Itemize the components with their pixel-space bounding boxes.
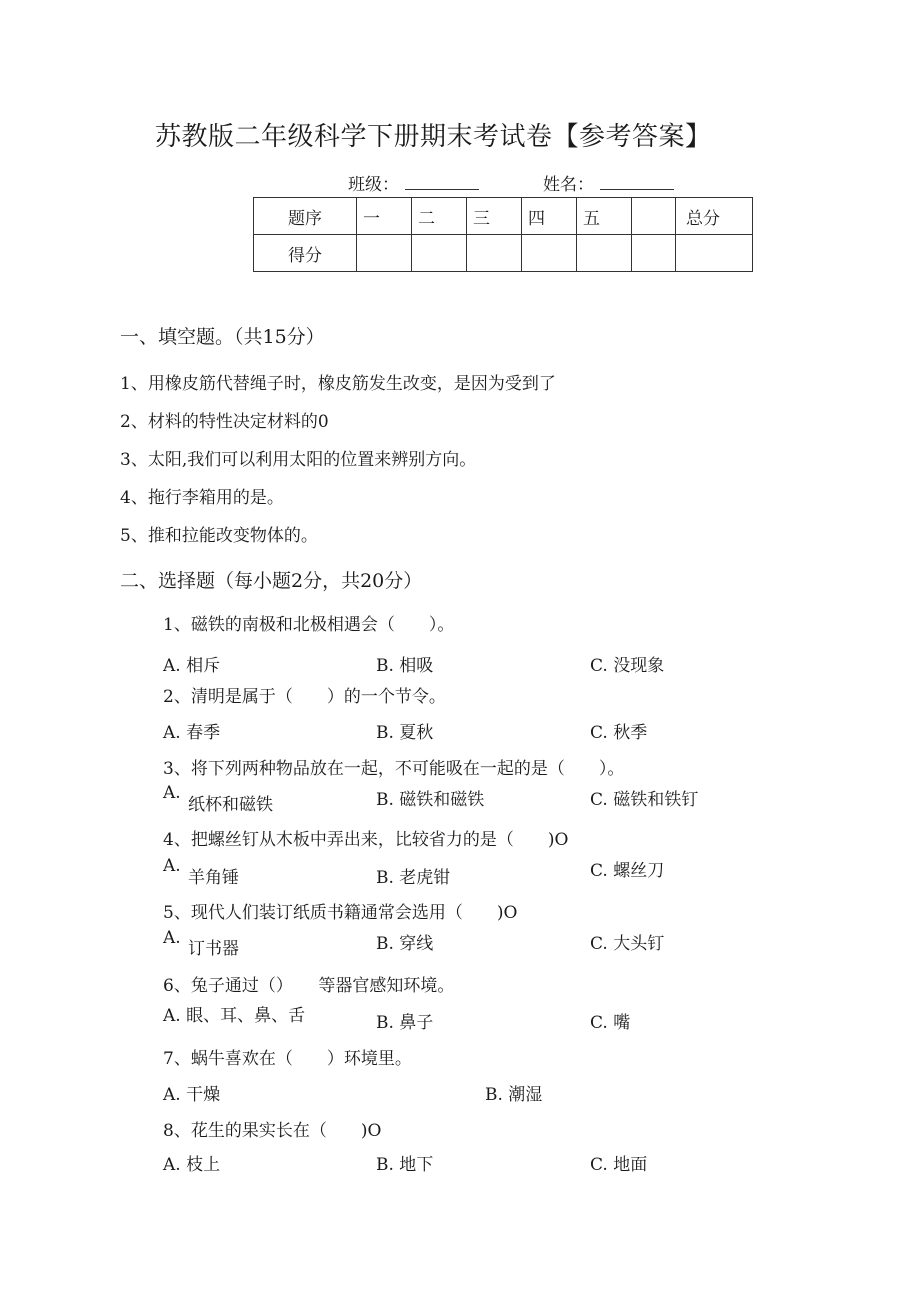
- question-text: 1、磁铁的南极和北极相遇会（ ）。: [163, 615, 455, 635]
- question-text: 6、兔子通过（） 等器官感知环境。: [163, 976, 455, 996]
- option-a[interactable]: A. 春季: [163, 723, 221, 743]
- option-a[interactable]: A. 相斥: [163, 656, 221, 676]
- score-cell: 三: [467, 198, 522, 235]
- name-blank[interactable]: [600, 175, 674, 190]
- score-cell: 四: [522, 198, 577, 235]
- score-input-cell[interactable]: [522, 235, 577, 272]
- score-input-cell[interactable]: [632, 235, 676, 272]
- score-cell: [632, 198, 676, 235]
- question-text: 3、将下列两种物品放在一起，不可能吸在一起的是（ ）。: [163, 759, 625, 779]
- section2-heading: 二、选择题（每小题2分，共20分）: [120, 570, 423, 592]
- score-cell: 得分: [254, 235, 357, 272]
- option-b[interactable]: B. 夏秋: [376, 723, 434, 743]
- question-text: 4、把螺丝钉从木板中弄出来，比较省力的是（ )O: [163, 830, 569, 850]
- score-input-cell[interactable]: [467, 235, 522, 272]
- section1-heading: 一、填空题。（共15分）: [120, 326, 325, 348]
- fill-item: 1、用橡皮筋代替绳子时，橡皮筋发生改变，是因为受到了: [120, 374, 556, 394]
- score-cell: 总分: [676, 198, 753, 235]
- score-table-score-row: [254, 235, 753, 272]
- score-cell: 五: [577, 198, 632, 235]
- question-text: 7、蜗牛喜欢在（ ）环境里。: [163, 1049, 412, 1069]
- option-a[interactable]: A. 眼、耳、鼻、舌: [163, 1006, 306, 1026]
- score-cell: 二: [412, 198, 467, 235]
- fill-item: 4、拖行李箱用的是。: [120, 488, 284, 508]
- page-title: 苏教版二年级科学下册期末考试卷【参考答案】: [155, 122, 712, 152]
- option-b[interactable]: B. 潮湿: [485, 1085, 543, 1105]
- option-b[interactable]: B. 地下: [376, 1155, 434, 1175]
- option-a[interactable]: 羊角锤: [188, 868, 239, 888]
- option-a[interactable]: A. 枝上: [163, 1155, 221, 1175]
- option-c[interactable]: C. 地面: [590, 1155, 648, 1175]
- option-c[interactable]: C. 大头钉: [590, 934, 665, 954]
- class-field: [348, 170, 479, 195]
- score-input-cell[interactable]: [412, 235, 467, 272]
- option-b[interactable]: B. 磁铁和磁铁: [376, 790, 485, 810]
- fill-item: 2、材料的特性决定材料的0: [120, 412, 329, 432]
- option-a-prefix: A.: [163, 928, 181, 948]
- option-c[interactable]: C. 磁铁和铁钉: [590, 790, 699, 810]
- option-a-prefix: A.: [163, 856, 181, 876]
- score-input-cell[interactable]: [357, 235, 412, 272]
- score-input-cell[interactable]: [676, 235, 753, 272]
- option-a-prefix: A.: [163, 783, 181, 803]
- question-text: 5、现代人们装订纸质书籍通常会选用（ )O: [163, 903, 518, 923]
- question-text: 8、花生的果实长在（ )O: [163, 1121, 382, 1141]
- option-c[interactable]: C. 螺丝刀: [590, 861, 665, 881]
- class-label: 班级：: [348, 175, 399, 195]
- name-label: 姓名：: [543, 175, 594, 195]
- score-input-cell[interactable]: [577, 235, 632, 272]
- score-table: [253, 197, 753, 272]
- class-blank[interactable]: [405, 175, 479, 190]
- score-table-header-row: [254, 198, 753, 235]
- option-b[interactable]: B. 鼻子: [376, 1013, 434, 1033]
- question-text: 2、清明是属于（ ）的一个节令。: [163, 687, 446, 707]
- score-cell: 一: [357, 198, 412, 235]
- option-b[interactable]: B. 相吸: [376, 656, 434, 676]
- option-a[interactable]: 纸杯和磁铁: [188, 795, 273, 815]
- option-c[interactable]: C. 没现象: [590, 656, 665, 676]
- option-a[interactable]: A. 干燥: [163, 1085, 221, 1105]
- option-b[interactable]: B. 老虎钳: [376, 868, 451, 888]
- fill-item: 5、推和拉能改变物体的。: [120, 526, 318, 546]
- option-c[interactable]: C. 嘴: [590, 1013, 631, 1033]
- option-a[interactable]: 订书器: [188, 939, 239, 959]
- fill-item: 3、太阳,我们可以利用太阳的位置来辨别方向。: [120, 450, 477, 470]
- option-c[interactable]: C. 秋季: [590, 723, 648, 743]
- name-field: [543, 170, 674, 195]
- option-b[interactable]: B. 穿线: [376, 934, 434, 954]
- score-cell: 题序: [254, 198, 357, 235]
